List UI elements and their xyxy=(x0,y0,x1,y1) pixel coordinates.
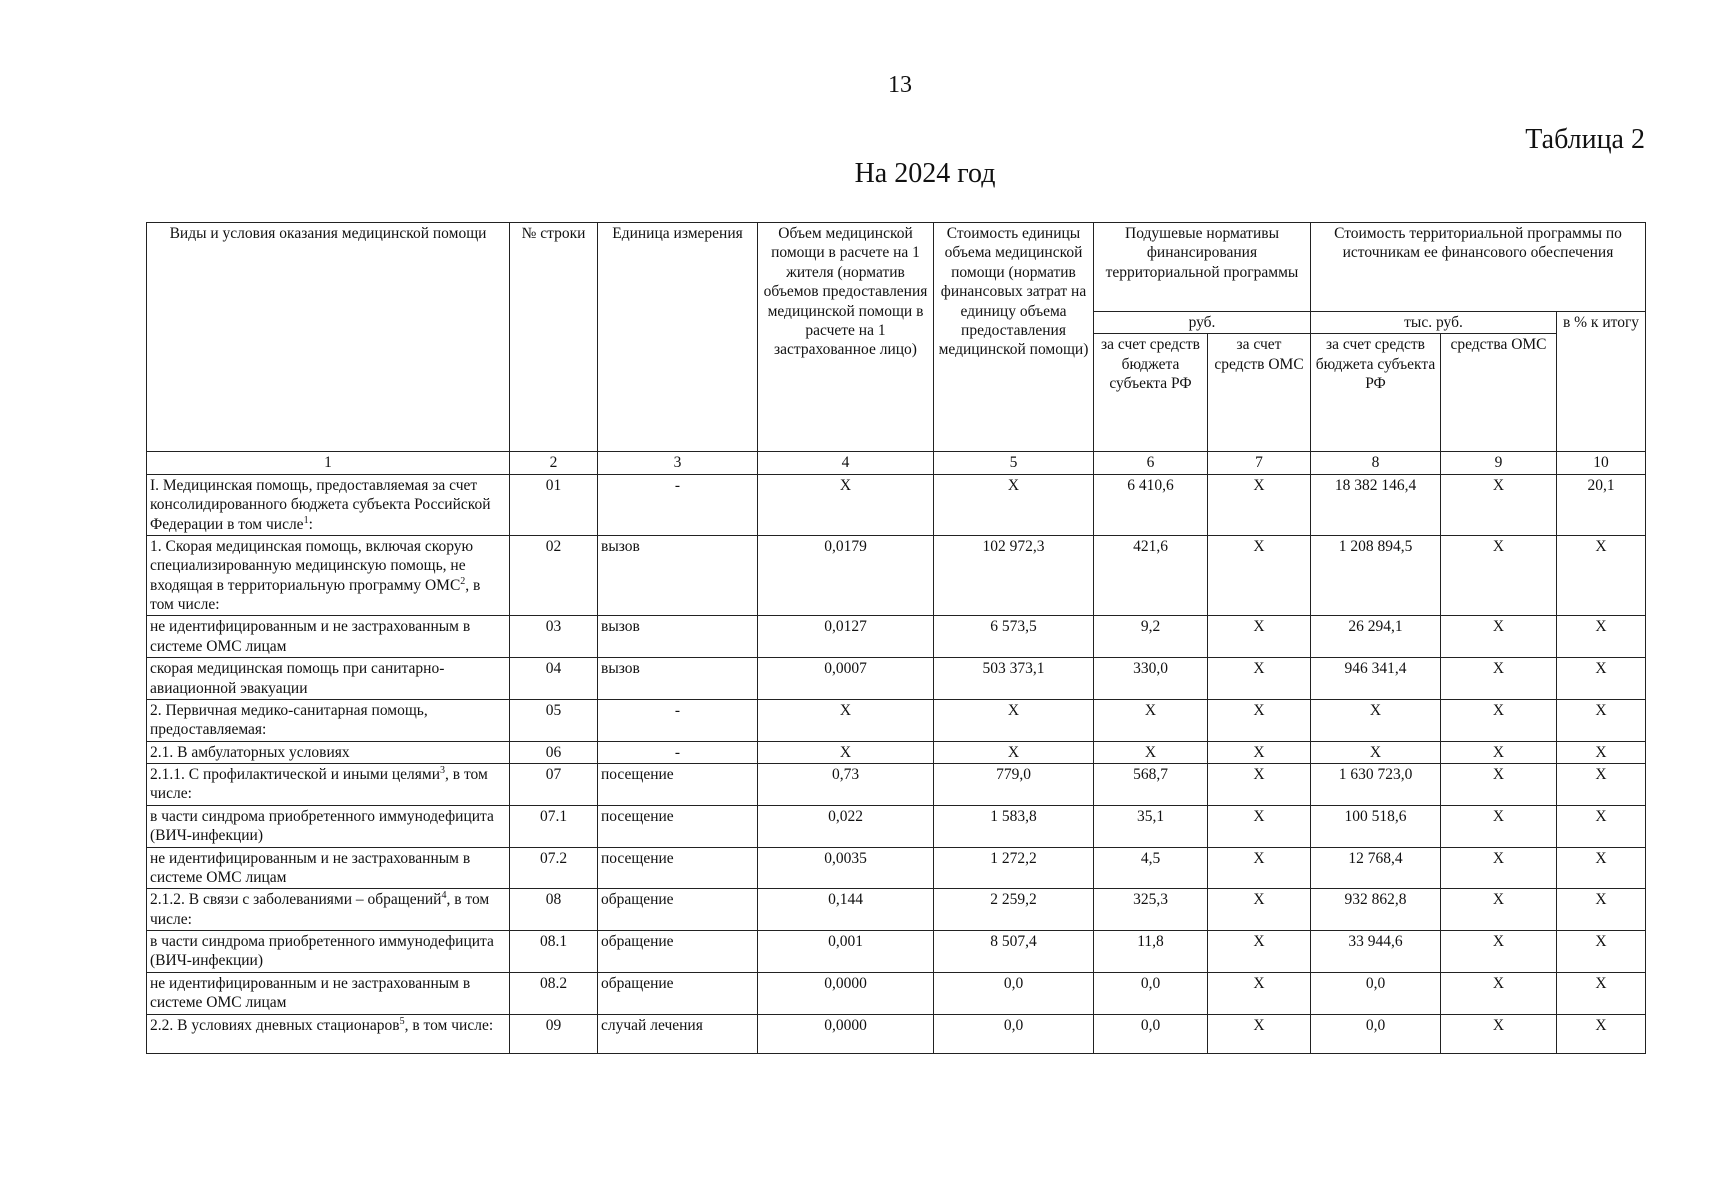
cell-volume-norm: 0,0035 xyxy=(758,847,934,889)
header-unit: Единица измерения xyxy=(598,223,758,452)
care-type-text: 2. Первичная медико-санитарная помощь, предоставляемая: xyxy=(150,701,428,739)
cell-oms-cost: X xyxy=(1441,847,1557,889)
cell-budget-per-capita: 330,0 xyxy=(1094,658,1208,700)
cell-percent-total: X xyxy=(1557,658,1646,700)
cell-volume-norm: 0,144 xyxy=(758,889,934,931)
cell-budget-cost: 18 382 146,4 xyxy=(1311,474,1441,535)
cell-unit: посещение xyxy=(598,764,758,806)
cell-unit-cost: 8 507,4 xyxy=(934,931,1094,973)
table-row xyxy=(147,616,1646,658)
table-row xyxy=(147,658,1646,700)
cell-unit-cost: 1 272,2 xyxy=(934,847,1094,889)
cell-unit-cost: 102 972,3 xyxy=(934,535,1094,616)
cell-budget-cost: 33 944,6 xyxy=(1311,931,1441,973)
cell-row-number: 08 xyxy=(510,889,598,931)
cell-budget-per-capita: X xyxy=(1094,699,1208,741)
cell-unit: обращение xyxy=(598,931,758,973)
cell-unit: посещение xyxy=(598,847,758,889)
cell-budget-cost: 26 294,1 xyxy=(1311,616,1441,658)
column-number: 10 xyxy=(1557,452,1646,474)
table-row xyxy=(147,1014,1646,1053)
cell-unit: - xyxy=(598,741,758,763)
cell-row-number: 01 xyxy=(510,474,598,535)
cell-oms-per-capita: X xyxy=(1208,764,1311,806)
column-numbers-row xyxy=(147,452,1646,474)
care-type-suffix: , в том числе: xyxy=(404,1016,494,1034)
cell-oms-cost: X xyxy=(1441,889,1557,931)
cell-volume-norm: 0,0000 xyxy=(758,1014,934,1053)
cell-percent-total: X xyxy=(1557,847,1646,889)
care-type-text: в части синдрома приобретенного иммунодефицита (ВИЧ-инфекции) xyxy=(150,807,494,845)
cell-oms-per-capita: X xyxy=(1208,616,1311,658)
table-row xyxy=(147,972,1646,1014)
column-number: 9 xyxy=(1441,452,1557,474)
care-type-text: 2.1. В амбулаторных условиях xyxy=(150,743,350,761)
cell-unit: вызов xyxy=(598,658,758,700)
cell-oms-per-capita: X xyxy=(1208,889,1311,931)
cell-unit: вызов xyxy=(598,616,758,658)
cell-budget-cost: 0,0 xyxy=(1311,1014,1441,1053)
care-type-suffix: , в том числе: xyxy=(150,891,490,928)
table-row xyxy=(147,741,1646,763)
cell-percent-total: X xyxy=(1557,931,1646,973)
cell-unit-cost: 779,0 xyxy=(934,764,1094,806)
cell-budget-per-capita: 11,8 xyxy=(1094,931,1208,973)
header-unit-rub: руб. xyxy=(1094,312,1311,334)
cell-unit-cost: 1 583,8 xyxy=(934,805,1094,847)
cell-percent-total: X xyxy=(1557,616,1646,658)
column-number: 8 xyxy=(1311,452,1441,474)
cell-care-type xyxy=(147,741,510,763)
cell-budget-per-capita: 35,1 xyxy=(1094,805,1208,847)
care-type-suffix: , в том числе: xyxy=(150,766,488,803)
header-program-cost: Стоимость территориальной программы по источникам ее финансового обеспечения xyxy=(1311,223,1646,312)
cell-unit: случай лечения xyxy=(598,1014,758,1053)
cell-budget-per-capita: 421,6 xyxy=(1094,535,1208,616)
cell-oms-cost: X xyxy=(1441,535,1557,616)
funding-table xyxy=(146,222,1646,1054)
care-type-suffix: : xyxy=(308,515,313,533)
cell-care-type xyxy=(147,616,510,658)
care-type-suffix: , в том числе: xyxy=(150,576,481,613)
table-body xyxy=(147,474,1646,1053)
cell-oms-per-capita: X xyxy=(1208,805,1311,847)
cell-unit-cost: X xyxy=(934,699,1094,741)
cell-oms-cost: X xyxy=(1441,741,1557,763)
cell-oms-cost: X xyxy=(1441,805,1557,847)
cell-percent-total: 20,1 xyxy=(1557,474,1646,535)
column-number: 1 xyxy=(147,452,510,474)
column-number: 7 xyxy=(1208,452,1311,474)
cell-percent-total: X xyxy=(1557,1014,1646,1053)
table-row xyxy=(147,764,1646,806)
cell-budget-cost: 1 630 723,0 xyxy=(1311,764,1441,806)
cell-unit: обращение xyxy=(598,972,758,1014)
cell-volume-norm: 0,0007 xyxy=(758,658,934,700)
table-row xyxy=(147,889,1646,931)
cell-budget-cost: 946 341,4 xyxy=(1311,658,1441,700)
cell-oms-per-capita: X xyxy=(1208,847,1311,889)
cell-volume-norm: X xyxy=(758,699,934,741)
cell-volume-norm: 0,73 xyxy=(758,764,934,806)
cell-care-type xyxy=(147,1014,510,1053)
cell-percent-total: X xyxy=(1557,535,1646,616)
cell-budget-per-capita: 4,5 xyxy=(1094,847,1208,889)
cell-unit-cost: 0,0 xyxy=(934,972,1094,1014)
care-type-text: не идентифицированным и не застрахованным в системе ОМС лицам xyxy=(150,974,471,1012)
cell-percent-total: X xyxy=(1557,741,1646,763)
cell-budget-cost: 100 518,6 xyxy=(1311,805,1441,847)
cell-oms-per-capita: X xyxy=(1208,474,1311,535)
cell-percent-total: X xyxy=(1557,764,1646,806)
cell-budget-per-capita: 9,2 xyxy=(1094,616,1208,658)
cell-care-type xyxy=(147,805,510,847)
table-row xyxy=(147,535,1646,616)
cell-volume-norm: 0,001 xyxy=(758,931,934,973)
cell-oms-per-capita: X xyxy=(1208,1014,1311,1053)
care-type-text: в части синдрома приобретенного иммунодефицита (ВИЧ-инфекции) xyxy=(150,933,494,970)
cell-budget-cost: 12 768,4 xyxy=(1311,847,1441,889)
header-volume-norm: Объем медицинской помощи в расчете на 1 жителя (норматив объемов предоставления медицинской помощи в расчете на 1 застрахованное лицо) xyxy=(758,223,934,452)
cell-row-number: 07.2 xyxy=(510,847,598,889)
cell-budget-per-capita: X xyxy=(1094,741,1208,763)
cell-unit: - xyxy=(598,474,758,535)
cell-volume-norm: 0,0179 xyxy=(758,535,934,616)
header-budget-subject: за счет средств бюджета субъекта РФ xyxy=(1094,334,1208,452)
header-budget-subject-thousand: за счет средств бюджета субъекта РФ xyxy=(1311,334,1441,452)
cell-percent-total: X xyxy=(1557,699,1646,741)
cell-oms-cost: X xyxy=(1441,1014,1557,1053)
cell-budget-cost: 932 862,8 xyxy=(1311,889,1441,931)
column-number: 6 xyxy=(1094,452,1208,474)
cell-care-type xyxy=(147,889,510,931)
care-type-text: I. Медицинская помощь, предоставляемая за счет консолидированного бюджета субъекта Российской Федерации в том числе xyxy=(150,476,491,533)
cell-oms-per-capita: X xyxy=(1208,535,1311,616)
cell-care-type xyxy=(147,535,510,616)
cell-oms-cost: X xyxy=(1441,658,1557,700)
cell-row-number: 02 xyxy=(510,535,598,616)
cell-budget-cost: 0,0 xyxy=(1311,972,1441,1014)
cell-oms-cost: X xyxy=(1441,616,1557,658)
cell-care-type xyxy=(147,847,510,889)
cell-oms-per-capita: X xyxy=(1208,972,1311,1014)
cell-row-number: 07 xyxy=(510,764,598,806)
cell-oms-cost: X xyxy=(1441,972,1557,1014)
cell-budget-cost: X xyxy=(1311,741,1441,763)
cell-oms-cost: X xyxy=(1441,764,1557,806)
cell-row-number: 05 xyxy=(510,699,598,741)
table-row xyxy=(147,474,1646,535)
document-title: На 2024 год xyxy=(854,158,996,189)
cell-row-number: 07.1 xyxy=(510,805,598,847)
cell-percent-total: X xyxy=(1557,889,1646,931)
care-type-text: 2.2. В условиях дневных стационаров xyxy=(150,1016,400,1034)
care-type-text: скорая медицинская помощь при санитарно-авиационной эвакуации xyxy=(150,660,445,697)
table-label: Таблица 2 xyxy=(1525,124,1645,155)
care-type-text: не идентифицированным и не застрахованным в системе ОМС лицам xyxy=(150,618,471,655)
cell-unit: обращение xyxy=(598,889,758,931)
cell-oms-per-capita: X xyxy=(1208,931,1311,973)
cell-oms-cost: X xyxy=(1441,699,1557,741)
footnote-marker: 3 xyxy=(440,764,446,776)
header-row-number: № строки xyxy=(510,223,598,452)
cell-oms-per-capita: X xyxy=(1208,658,1311,700)
header-per-capita-norms: Подушевые нормативы финансирования территориальной программы xyxy=(1094,223,1311,312)
cell-budget-per-capita: 325,3 xyxy=(1094,889,1208,931)
cell-care-type xyxy=(147,764,510,806)
table-row xyxy=(147,805,1646,847)
table-row xyxy=(147,931,1646,973)
column-number: 5 xyxy=(934,452,1094,474)
care-type-text: 2.1.1. С профилактической и иными целями xyxy=(150,766,441,783)
cell-row-number: 03 xyxy=(510,616,598,658)
cell-unit-cost: 2 259,2 xyxy=(934,889,1094,931)
cell-care-type xyxy=(147,699,510,741)
footnote-marker: 1 xyxy=(303,514,309,526)
care-type-text: 1. Скорая медицинская помощь, включая скорую специализированную медицинскую помощь, не входящая в территориальную программу ОМС xyxy=(150,537,474,594)
cell-unit-cost: 0,0 xyxy=(934,1014,1094,1053)
cell-unit: посещение xyxy=(598,805,758,847)
cell-budget-cost: X xyxy=(1311,699,1441,741)
cell-care-type xyxy=(147,931,510,973)
header-unit-thousand-rub: тыс. руб. xyxy=(1311,312,1557,334)
cell-unit: вызов xyxy=(598,535,758,616)
cell-care-type xyxy=(147,474,510,535)
cell-oms-per-capita: X xyxy=(1208,741,1311,763)
column-number: 2 xyxy=(510,452,598,474)
cell-unit-cost: X xyxy=(934,741,1094,763)
cell-volume-norm: 0,0000 xyxy=(758,972,934,1014)
cell-volume-norm: X xyxy=(758,474,934,535)
cell-unit-cost: 503 373,1 xyxy=(934,658,1094,700)
cell-unit-cost: X xyxy=(934,474,1094,535)
cell-budget-per-capita: 568,7 xyxy=(1094,764,1208,806)
cell-volume-norm: 0,022 xyxy=(758,805,934,847)
table-row xyxy=(147,847,1646,889)
cell-oms-cost: X xyxy=(1441,474,1557,535)
cell-oms-cost: X xyxy=(1441,931,1557,973)
cell-row-number: 09 xyxy=(510,1014,598,1053)
cell-budget-per-capita: 0,0 xyxy=(1094,972,1208,1014)
care-type-text: 2.1.2. В связи с заболеваниями – обращений xyxy=(150,891,442,909)
column-number: 4 xyxy=(758,452,934,474)
cell-care-type xyxy=(147,658,510,700)
cell-budget-per-capita: 0,0 xyxy=(1094,1014,1208,1053)
cell-budget-per-capita: 6 410,6 xyxy=(1094,474,1208,535)
column-number: 3 xyxy=(598,452,758,474)
cell-budget-cost: 1 208 894,5 xyxy=(1311,535,1441,616)
cell-row-number: 06 xyxy=(510,741,598,763)
footnote-marker: 5 xyxy=(399,1015,405,1027)
footnote-marker: 4 xyxy=(441,890,447,902)
cell-unit: - xyxy=(598,699,758,741)
cell-unit-cost: 6 573,5 xyxy=(934,616,1094,658)
cell-volume-norm: 0,0127 xyxy=(758,616,934,658)
cell-care-type xyxy=(147,972,510,1014)
cell-row-number: 04 xyxy=(510,658,598,700)
cell-oms-per-capita: X xyxy=(1208,699,1311,741)
table-row xyxy=(147,699,1646,741)
header-oms-funds: за счет средств ОМС xyxy=(1208,334,1311,452)
page-number: 13 xyxy=(888,72,912,98)
cell-percent-total: X xyxy=(1557,972,1646,1014)
cell-percent-total: X xyxy=(1557,805,1646,847)
cell-row-number: 08.1 xyxy=(510,931,598,973)
header-medical-care-types: Виды и условия оказания медицинской помощи xyxy=(147,223,510,452)
cell-row-number: 08.2 xyxy=(510,972,598,1014)
header-percent-total: в % к итогу xyxy=(1557,312,1646,452)
header-unit-cost: Стоимость единицы объема медицинской помощи (норматив финансовых затрат на единицу объема предоставления медицинской помощи) xyxy=(934,223,1094,452)
footnote-marker: 2 xyxy=(460,575,466,587)
header-oms-means: средства ОМС xyxy=(1441,334,1557,452)
care-type-text: не идентифицированным и не застрахованным в системе ОМС лицам xyxy=(150,849,471,886)
cell-volume-norm: X xyxy=(758,741,934,763)
